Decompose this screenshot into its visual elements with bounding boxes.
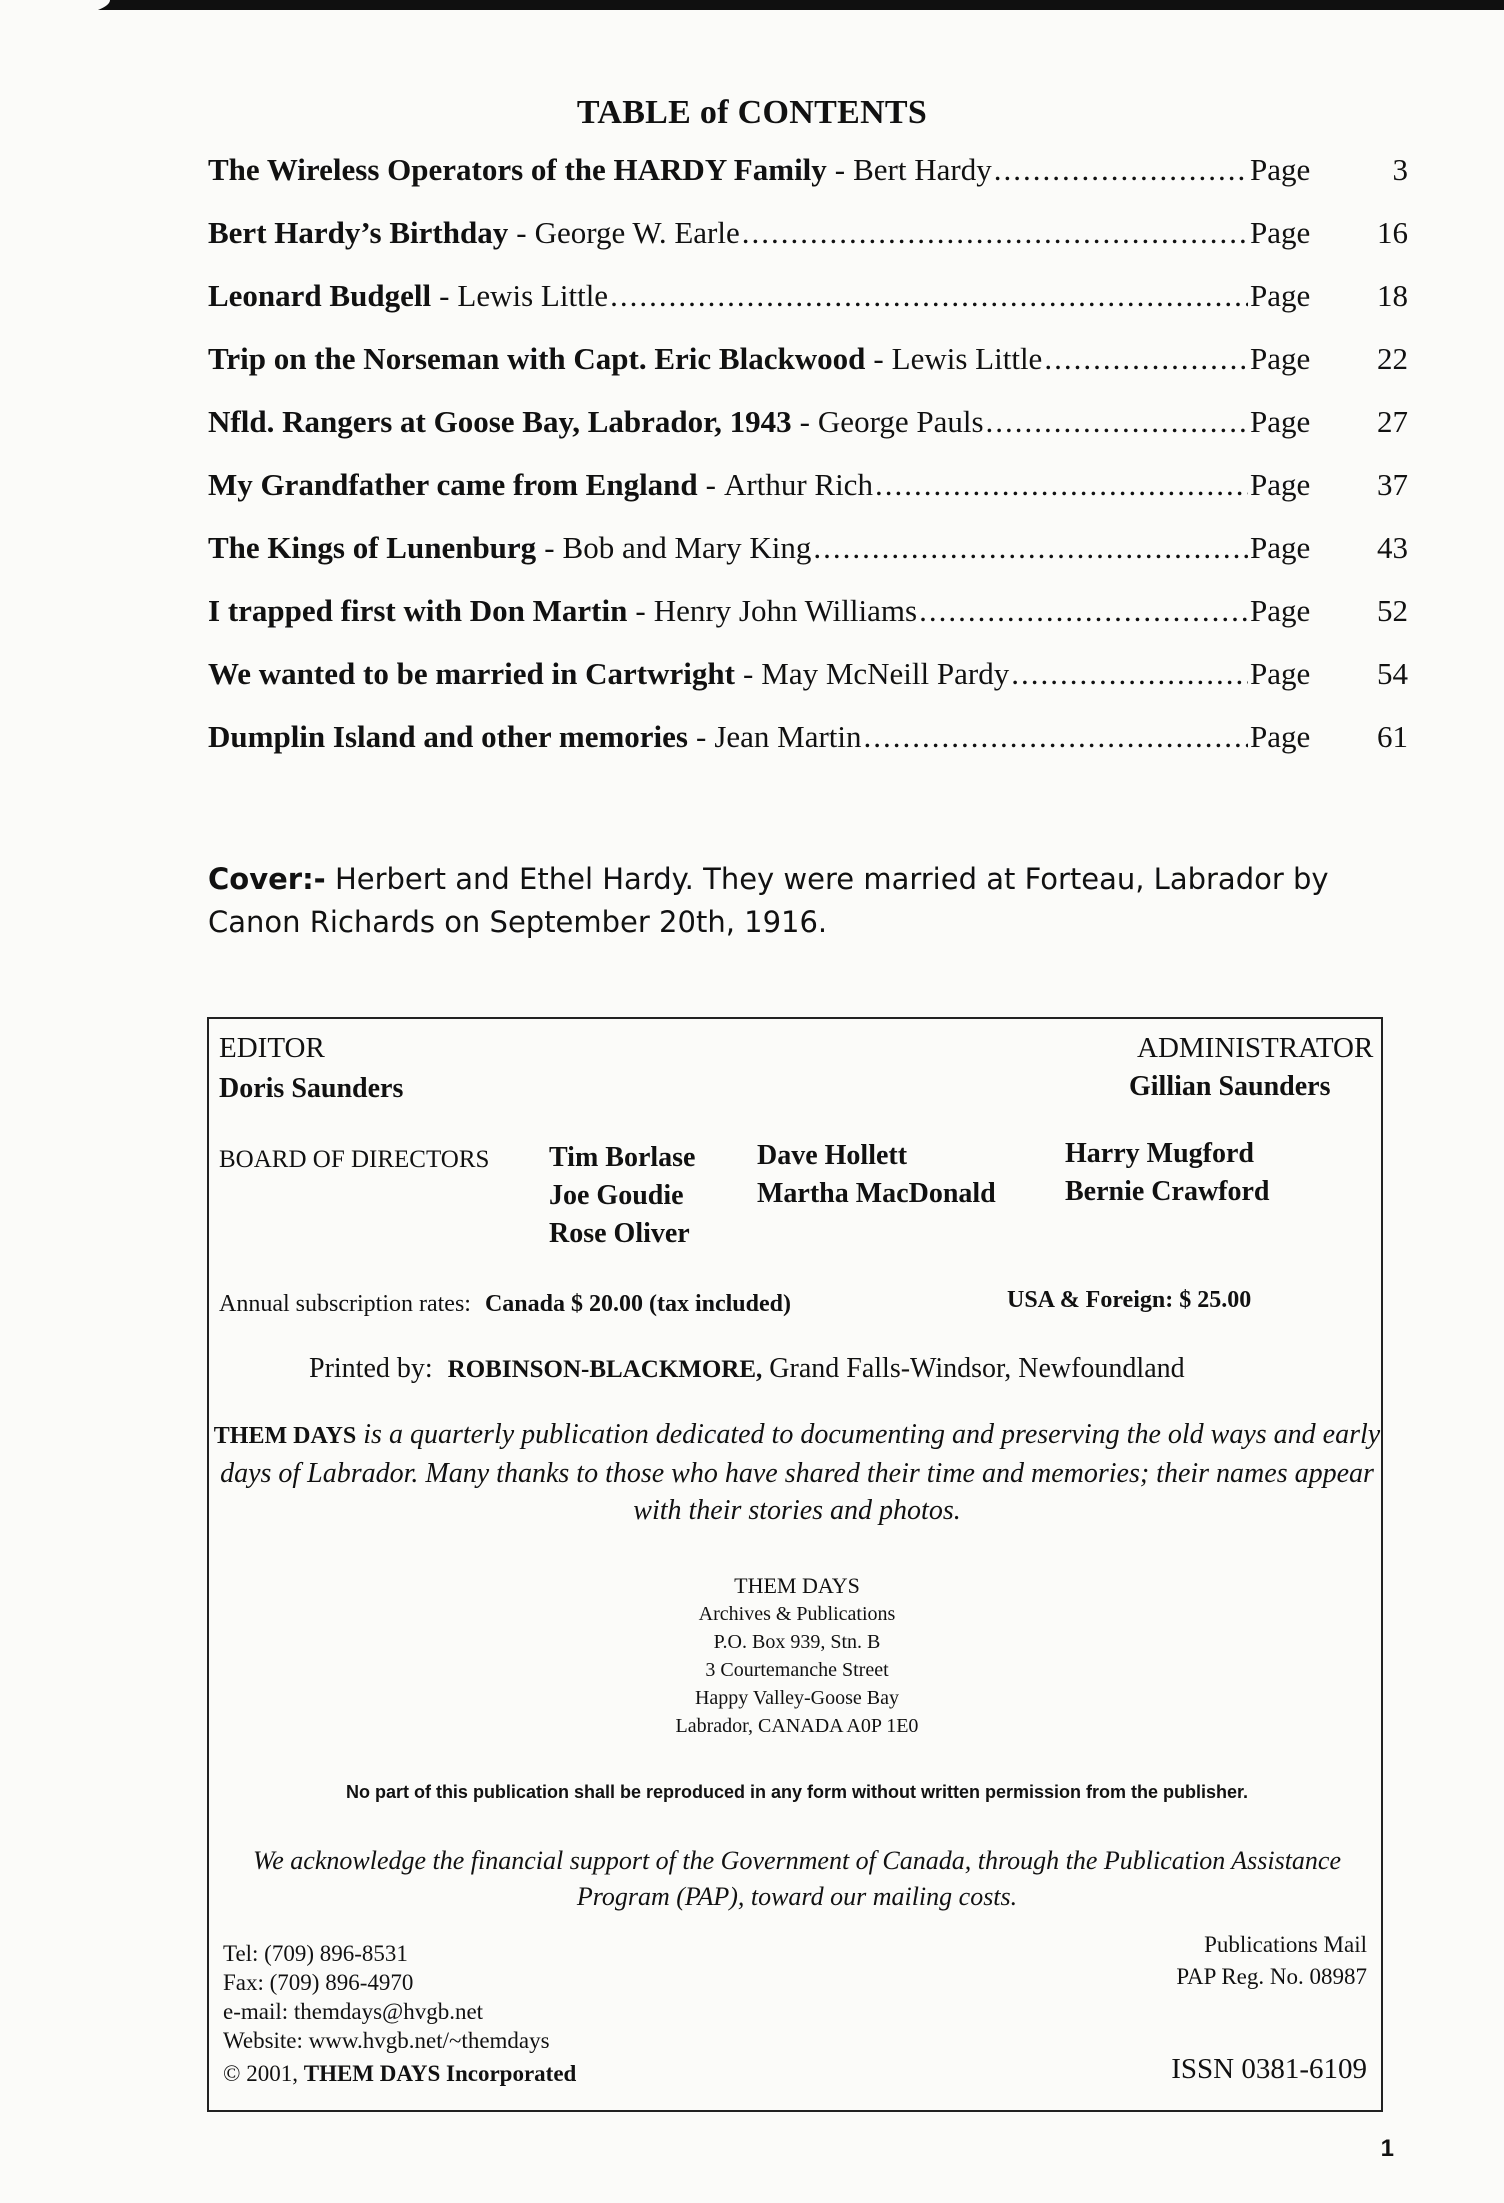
toc-page-label: Page [1250, 278, 1311, 313]
toc-page-number: 3 [1392, 152, 1408, 187]
toc-entry [208, 152, 1408, 215]
toc-entry-title: My Grandfather came from England [208, 467, 698, 502]
subscription-foreign: USA & Foreign: $ 25.00 [1007, 1287, 1252, 1313]
toc-entry-author: Arthur Rich [724, 467, 873, 502]
toc-entry-separator: - [696, 719, 707, 754]
mission-text: is a quarterly publication dedicated to documenting and preserving the old ways and early days of Labrador. Many thanks to those who have shared their time and memories; their names appear with their stories and photos. [220, 1419, 1381, 1526]
toc-page-label: Page [1250, 719, 1311, 754]
toc-entry [208, 593, 1408, 656]
toc-page-number: 37 [1377, 467, 1408, 502]
toc-page-number: 18 [1377, 278, 1408, 313]
dot-leader [742, 215, 1248, 251]
copyright [223, 2059, 576, 2088]
cover-label: Cover:- [208, 862, 326, 896]
board-member: Tim Borlase [549, 1142, 696, 1173]
toc-entry-author: Lewis Little [891, 341, 1043, 376]
telephone: Tel: (709) 896-8531 [223, 1941, 408, 1966]
address-line: P.O. Box 939, Stn. B [713, 1631, 881, 1653]
toc-entry-title: Bert Hardy’s Birthday [208, 215, 509, 250]
toc-page-number: 22 [1377, 341, 1408, 376]
toc-entry-author: Henry John Williams [653, 593, 918, 628]
toc-entry-author: Jean Martin [714, 719, 862, 754]
toc-page-label: Page [1250, 404, 1311, 439]
toc-page-number: 54 [1377, 656, 1408, 691]
toc-entry-separator: - [439, 278, 450, 313]
toc-entry-author: May McNeill Pardy [761, 656, 1010, 691]
dot-leader [610, 278, 1248, 314]
address-line: Labrador, CANADA A0P 1E0 [675, 1715, 919, 1737]
toc-entry-separator: - [705, 467, 716, 502]
toc-entry-title: The Wireless Operators of the HARDY Family [208, 152, 827, 187]
page-corner-curve [0, 0, 110, 22]
toc-entry-author: Lewis Little [457, 278, 609, 313]
printed-label: Printed by: [309, 1353, 433, 1384]
toc-entry-author: George W. Earle [534, 215, 740, 250]
page-top-edge [0, 0, 1504, 10]
cover-text: Herbert and Ethel Hardy. They were married at Forteau, Labrador by Canon Richards on September 20th, 1916. [208, 862, 1329, 939]
toc-entry [208, 530, 1408, 593]
toc-entry-title: Leonard Budgell [208, 278, 432, 313]
address-line: Archives & Publications [698, 1603, 896, 1625]
editor-role: EDITOR [219, 1032, 325, 1064]
toc-entry-title: We wanted to be married in Cartwright [208, 656, 735, 691]
toc-entry-title: I trapped first with Don Martin [208, 593, 628, 628]
subscription-rates [219, 1291, 791, 1318]
subscription-label: Annual subscription rates: [219, 1291, 471, 1317]
board-member: Joe Goudie [549, 1180, 684, 1211]
dot-leader [1044, 341, 1248, 377]
toc-entry-separator: - [635, 593, 646, 628]
toc-page-number: 61 [1377, 719, 1408, 754]
address-line: Happy Valley-Goose Bay [694, 1687, 900, 1709]
reproduction-notice: No part of this publication shall be reproduced in any form without written permission from the publisher. [345, 1782, 1249, 1802]
copyright-year: © 2001, [223, 2061, 298, 2086]
toc-heading: TABLE of CONTENTS [576, 94, 928, 131]
toc-entry [208, 278, 1408, 341]
acknowledgement: We acknowledge the financial support of the Government of Canada, through the Publication Assistance Program (PAP), toward our mailing costs. [252, 1846, 1341, 1911]
toc-page-number: 52 [1377, 593, 1408, 628]
mail-line: PAP Reg. No. 08987 [1176, 1964, 1367, 1989]
toc-page-number: 27 [1377, 404, 1408, 439]
toc-entry [208, 215, 1408, 278]
page-number: 1 [1380, 2135, 1394, 2162]
toc-page-label: Page [1250, 341, 1311, 376]
email: e-mail: themdays@hvgb.net [223, 1999, 484, 2024]
board-column-3 [1065, 1135, 1270, 1211]
address-line: 3 Courtemanche Street [705, 1659, 889, 1681]
toc-entry [208, 341, 1408, 404]
board-column-2 [757, 1137, 996, 1213]
toc-entry-title: The Kings of Lunenburg [208, 530, 537, 565]
issn: ISSN 0381-6109 [1171, 2053, 1367, 2085]
toc-entry-author: George Pauls [817, 404, 984, 439]
toc-entry-separator: - [873, 341, 884, 376]
administrator-name: Gillian Saunders [1129, 1071, 1331, 1102]
masthead-box [207, 1017, 1383, 2112]
toc-entry-author: Bert Hardy [853, 152, 992, 187]
contact-info [223, 1939, 576, 2088]
mailing-address [209, 1572, 1385, 1740]
toc-page-label: Page [1250, 656, 1311, 691]
website: Website: www.hvgb.net/~themdays [223, 2028, 550, 2053]
toc-page-label: Page [1250, 593, 1311, 628]
toc-entry-separator: - [544, 530, 555, 565]
table-of-contents [208, 152, 1408, 782]
board-member: Harry Mugford [1065, 1138, 1254, 1169]
dot-leader [919, 593, 1248, 629]
toc-entry-separator: - [516, 215, 527, 250]
toc-page-number: 16 [1377, 215, 1408, 250]
copyright-org: THEM DAYS Incorporated [303, 2061, 577, 2086]
fax: Fax: (709) 896-4970 [223, 1970, 414, 1995]
printer-location: Grand Falls-Windsor, Newfoundland [769, 1353, 1185, 1384]
printer-name: ROBINSON-BLACKMORE, [447, 1356, 763, 1383]
dot-leader [875, 467, 1248, 503]
mission-statement [209, 1416, 1385, 1529]
board-member: Bernie Crawford [1065, 1176, 1270, 1207]
board-member: Dave Hollett [757, 1140, 908, 1171]
toc-entry-title: Trip on the Norseman with Capt. Eric Blackwood [208, 341, 866, 376]
toc-page-label: Page [1250, 467, 1311, 502]
subscription-canada: Canada $ 20.00 (tax included) [484, 1291, 791, 1317]
toc-page-label: Page [1250, 530, 1311, 565]
toc-entry-separator: - [799, 404, 810, 439]
dot-leader [986, 404, 1248, 440]
board-label: BOARD OF DIRECTORS [219, 1146, 490, 1173]
board-member: Rose Oliver [549, 1218, 690, 1249]
toc-entry-title: Nfld. Rangers at Goose Bay, Labrador, 1943 [208, 404, 792, 439]
toc-entry-separator: - [834, 152, 846, 187]
mission-name: THEM DAYS [213, 1423, 357, 1449]
printed-by [309, 1353, 1185, 1385]
toc-entry [208, 404, 1408, 467]
board-column-1 [549, 1139, 695, 1253]
toc-entry-title: Dumplin Island and other memories [208, 719, 688, 754]
dot-leader [864, 719, 1248, 755]
board-member: Martha MacDonald [757, 1178, 996, 1209]
mail-line: Publications Mail [1204, 1932, 1367, 1957]
dot-leader [1011, 656, 1248, 692]
publications-mail [1176, 1929, 1367, 1993]
cover-caption [208, 858, 1408, 944]
toc-entry-author: Bob and Mary King [562, 530, 812, 565]
toc-page-number: 43 [1377, 530, 1408, 565]
toc-entry-separator: - [742, 656, 754, 691]
toc-entry [208, 719, 1408, 782]
editor-name: Doris Saunders [219, 1073, 404, 1104]
dot-leader [994, 152, 1248, 188]
dot-leader [813, 530, 1248, 566]
toc-page-label: Page [1250, 215, 1311, 250]
toc-page-label: Page [1250, 152, 1311, 187]
address-title: THEM DAYS [734, 1573, 860, 1598]
toc-entry [208, 656, 1408, 719]
administrator-role: ADMINISTRATOR [1137, 1032, 1374, 1064]
toc-entry [208, 467, 1408, 530]
